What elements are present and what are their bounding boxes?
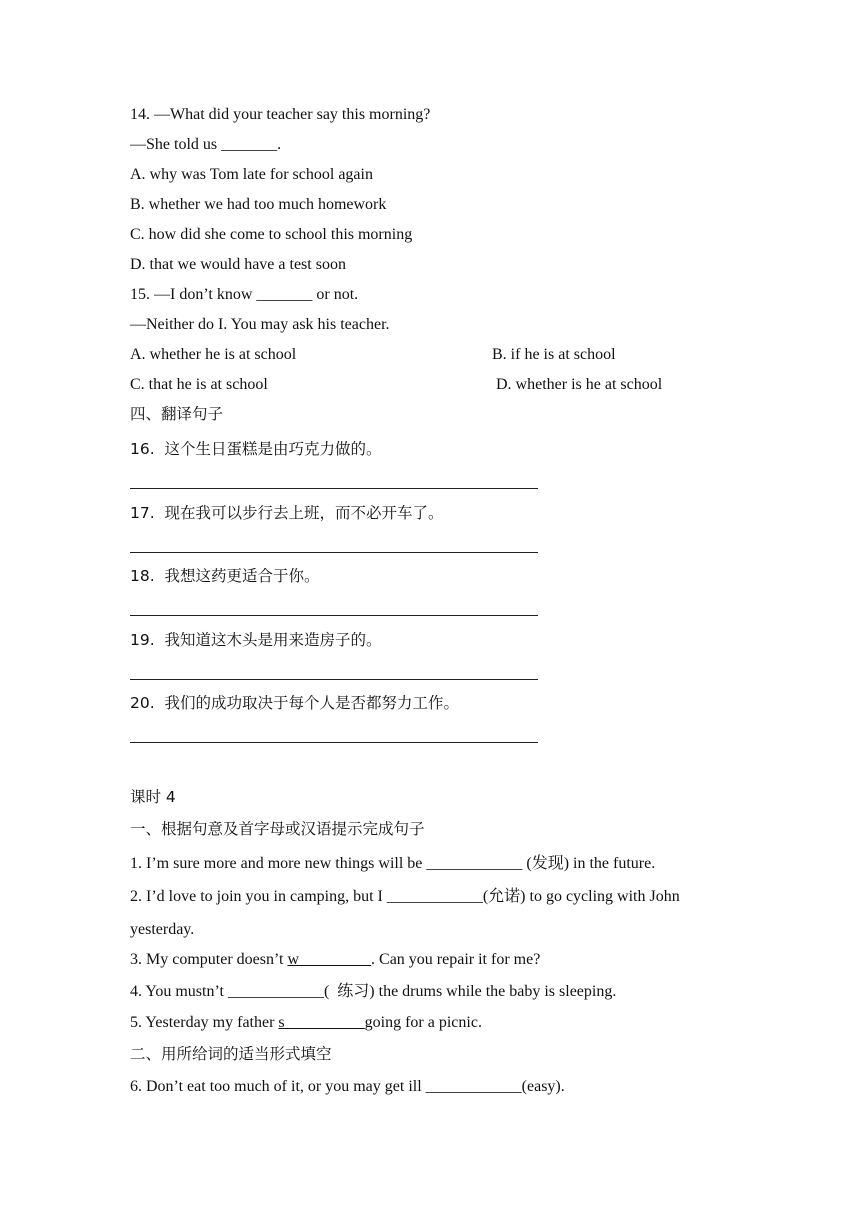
answer-line-20	[130, 742, 538, 743]
lesson4-q2-line1: 2. I’d love to join you in camping, but I ____________(允诺) to go cycling with John	[130, 888, 680, 905]
lesson4-q4: 4. You mustn’t ____________( 练习) the drums while the baby is sleeping.	[130, 983, 617, 1000]
lesson4-q1: 1. I’m sure more and more new things will be ____________ (发现) in the future.	[130, 855, 656, 872]
translate-item-18: 18. 我想这药更适合于你。	[130, 567, 320, 585]
lesson4-q3	[130, 950, 540, 970]
q5-text-end: going for a picnic.	[364, 1014, 482, 1031]
q15-question: 15. —I don’t know _______ or not.	[130, 286, 359, 303]
q14-response: —She told us _______.	[130, 136, 282, 153]
q14-option-d: D. that we would have a test soon	[130, 256, 346, 273]
q15-option-b: B. if he is at school	[492, 346, 616, 363]
q3-blank: w_________	[287, 951, 372, 968]
q5-text-start: 5. Yesterday my father	[130, 1014, 279, 1031]
lesson4-title: 课时 4	[130, 788, 176, 806]
q5-blank: s__________	[278, 1014, 365, 1031]
section4-heading: 四、翻译句子	[130, 405, 224, 423]
q15-option-d: D. whether is he at school	[496, 376, 663, 393]
q14-question: 14. —What did your teacher say this morning?	[130, 106, 431, 123]
translate-item-19: 19. 我知道这木头是用来造房子的。	[130, 631, 382, 649]
answer-line-16	[130, 488, 538, 489]
translate-item-16: 16. 这个生日蛋糕是由巧克力做的。	[130, 440, 382, 458]
lesson4-q2-line2: yesterday.	[130, 921, 195, 938]
lesson4-q5	[130, 1013, 482, 1033]
q3-text-start: 3. My computer doesn’t	[130, 951, 288, 968]
lesson4-q6: 6. Don’t eat too much of it, or you may get ill ____________(easy).	[130, 1078, 565, 1095]
q14-option-b: B. whether we had too much homework	[130, 196, 387, 213]
answer-line-17	[130, 552, 538, 553]
q14-option-c: C. how did she come to school this morning	[130, 226, 413, 243]
q14-option-a: A. why was Tom late for school again	[130, 166, 373, 183]
q15-option-a: A. whether he is at school	[130, 346, 297, 363]
translate-item-20: 20. 我们的成功取决于每个人是否都努力工作。	[130, 694, 460, 712]
q15-option-c: C. that he is at school	[130, 376, 268, 393]
q3-text-end: . Can you repair it for me?	[371, 951, 541, 968]
answer-line-18	[130, 615, 538, 616]
lesson4-part1-heading: 一、根据句意及首字母或汉语提示完成句子	[130, 820, 425, 838]
q15-response: —Neither do I. You may ask his teacher.	[130, 316, 390, 333]
answer-line-19	[130, 679, 538, 680]
lesson4-part2-heading: 二、用所给词的适当形式填空	[130, 1045, 332, 1063]
translate-item-17: 17. 现在我可以步行去上班，而不必开车了。	[130, 504, 444, 522]
